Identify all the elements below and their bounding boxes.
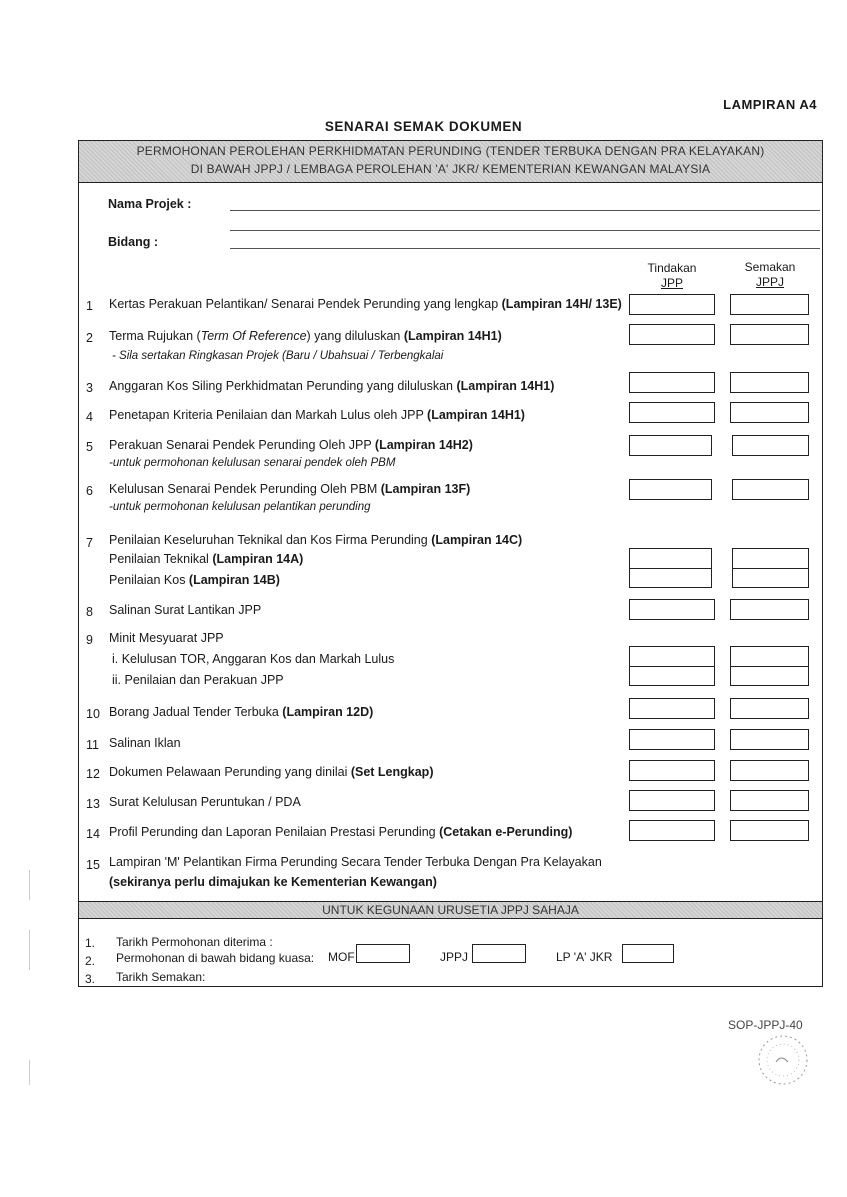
item-7	[109, 530, 522, 551]
column-tindakan-label: Tindakan	[647, 261, 697, 275]
item-5-ref: (Lampiran 14H2)	[374, 438, 473, 452]
jppj-checkbox[interactable]	[472, 944, 526, 963]
item-14-ref: (Cetakan e-Perunding)	[439, 825, 573, 839]
item-10	[109, 702, 373, 723]
item-9-text: Minit Mesyuarat JPP	[109, 631, 224, 645]
item-15-ref: (sekiranya perlu dimajukan ke Kementerian Kewangan)	[109, 875, 437, 889]
item-3-semakan-box[interactable]	[730, 372, 809, 393]
item-10-text: Borang Jadual Tender Terbuka	[109, 705, 283, 719]
footer-3-number: 3.	[85, 972, 96, 986]
item-7-ref: (Lampiran 14C)	[431, 533, 523, 547]
bidang-kuasa-label: Permohonan di bawah bidang kuasa:	[116, 951, 315, 965]
column-semakan-label: Semakan	[744, 260, 796, 274]
item-7-number: 7	[86, 536, 93, 550]
item-6-text: Kelulusan Senarai Pendek Perunding Oleh PBM	[109, 482, 381, 496]
item-7-semakan-box[interactable]	[732, 548, 809, 588]
item-5-note: -untuk permohonan kelulusan senarai pendek oleh PBM	[109, 457, 396, 469]
item-15-text: Lampiran 'M' Pelantikan Firma Perunding Secara Tender Terbuka Dengan Pra Kelayakan	[109, 855, 602, 869]
item-9-number: 9	[86, 633, 93, 647]
mof-checkbox[interactable]	[356, 944, 410, 963]
item-7-sub-1-text: Penilaian Teknikal	[109, 552, 213, 566]
item-2-ref: (Lampiran 14H1)	[403, 329, 502, 343]
item-7-sub-1	[109, 549, 303, 570]
item-14-semakan-box[interactable]	[730, 820, 809, 841]
header-line-2: DI BAWAH JPPJ / LEMBAGA PEROLEHAN 'A' JKR/ KEMENTERIAN KEWANGAN MALAYSIA	[190, 162, 711, 176]
item-5-text: Perakuan Senarai Pendek Perunding Oleh JPP	[109, 438, 375, 452]
item-11-number: 11	[86, 738, 99, 752]
item-6-tindakan-box[interactable]	[629, 479, 712, 500]
item-1-text: Kertas Perakuan Pelantikan/ Senarai Pendek Perunding yang lengkap	[109, 297, 502, 311]
column-tindakan-sub: JPP	[660, 276, 683, 290]
item-2-text: Terma Rujukan (	[109, 329, 201, 343]
scan-margin-mark	[29, 870, 34, 900]
item-7-text: Penilaian Keseluruhan Teknikal dan Kos Firma Perunding	[109, 533, 432, 547]
item-14-tindakan-box[interactable]	[629, 820, 715, 841]
column-semakan-sub: JPPJ	[755, 275, 784, 289]
item-14	[109, 822, 572, 843]
header-line-1: PERMOHONAN PEROLEHAN PERKHIDMATAN PERUNDING (TENDER TERBUKA DENGAN PRA KELAYAKAN)	[136, 144, 765, 158]
item-7-sub-2	[109, 570, 280, 591]
jppj-label: JPPJ	[440, 950, 469, 964]
nama-projek-label: Nama Projek :	[108, 197, 192, 211]
item-4-semakan-box[interactable]	[730, 402, 809, 423]
item-14-text: Profil Perunding dan Laporan Penilaian Prestasi Perunding	[109, 825, 440, 839]
item-9-sub-1: i. Kelulusan TOR, Anggaran Kos dan Markah Lulus	[112, 652, 395, 666]
item-2-text-2: ) yang diluluskan	[306, 329, 404, 343]
item-5-number: 5	[86, 440, 93, 454]
item-12-semakan-box[interactable]	[730, 760, 809, 781]
item-4-text: Penetapan Kriteria Penilaian dan Markah Lulus oleh JPP	[109, 408, 428, 422]
item-3-text: Anggaran Kos Siling Perkhidmatan Perunding yang diluluskan	[109, 379, 457, 393]
footer-band	[79, 901, 822, 919]
item-7-tindakan-box[interactable]	[629, 548, 712, 588]
item-7-sub-2-text: Penilaian Kos	[109, 573, 189, 587]
item-9-sub-2: ii. Penilaian dan Perakuan JPP	[112, 673, 284, 687]
nama-projek-line[interactable]	[230, 210, 820, 211]
item-2	[109, 326, 502, 347]
item-6-number: 6	[86, 484, 93, 498]
item-3	[109, 376, 554, 397]
item-2-italic: Term Of Reference	[200, 329, 307, 343]
tarikh-semakan-label: Tarikh Semakan:	[116, 970, 206, 984]
mof-label: MOF	[328, 950, 355, 964]
lp-a-jkr-label: LP 'A' JKR	[556, 950, 613, 964]
footer-title: UNTUK KEGUNAAN URUSETIA JPPJ SAHAJA	[322, 903, 579, 917]
header-band	[79, 141, 822, 183]
item-12-text: Dokumen Pelawaan Perunding yang dinilai	[109, 765, 351, 779]
item-1	[109, 294, 622, 315]
item-4-number: 4	[86, 410, 93, 424]
bidang-label: Bidang :	[108, 235, 158, 249]
item-12-number: 12	[86, 767, 100, 781]
footer-2-number: 2.	[85, 954, 96, 968]
item-7-sub-1-ref: (Lampiran 14A)	[212, 552, 304, 566]
item-12-ref: (Set Lengkap)	[350, 765, 434, 779]
item-2-number: 2	[86, 331, 93, 345]
item-1-number: 1	[86, 299, 93, 313]
item-13-tindakan-box[interactable]	[629, 790, 715, 811]
item-9-semakan-box[interactable]	[730, 646, 809, 686]
document-code: SOP-JPPJ-40	[728, 1018, 803, 1032]
item-13-semakan-box[interactable]	[730, 790, 809, 811]
bidang-line[interactable]	[230, 248, 820, 249]
item-11-tindakan-box[interactable]	[629, 729, 715, 750]
item-11-semakan-box[interactable]	[730, 729, 809, 750]
item-2-note: - Sila sertakan Ringkasan Projek (Baru / Ubahsuai / Terbengkalai	[112, 350, 444, 362]
item-5-tindakan-box[interactable]	[629, 435, 712, 456]
item-8-number: 8	[86, 605, 93, 619]
item-4	[109, 405, 525, 426]
item-13-text: Surat Kelulusan Peruntukan / PDA	[109, 795, 301, 809]
item-6-note: -untuk permohonan kelulusan pelantikan perunding	[109, 501, 371, 513]
item-6-semakan-box[interactable]	[732, 479, 809, 500]
item-1-tindakan-box[interactable]	[629, 294, 715, 315]
item-8-semakan-box[interactable]	[730, 599, 809, 620]
item-10-ref: (Lampiran 12D)	[282, 705, 374, 719]
item-8-tindakan-box[interactable]	[629, 599, 715, 620]
item-4-tindakan-box[interactable]	[629, 402, 715, 423]
appendix-label: LAMPIRAN A4	[723, 97, 817, 112]
item-4-ref: (Lampiran 14H1)	[427, 408, 525, 422]
stamp-mark	[738, 1030, 828, 1090]
item-8-text: Salinan Surat Lantikan JPP	[109, 603, 262, 617]
item-3-number: 3	[86, 381, 93, 395]
item-10-number: 10	[86, 707, 100, 721]
item-15-number: 15	[86, 858, 100, 872]
item-10-semakan-box[interactable]	[730, 698, 809, 719]
item-2-tindakan-box[interactable]	[629, 324, 715, 345]
item-7-sub-2-ref: (Lampiran 14B)	[188, 573, 280, 587]
column-tindakan	[630, 261, 714, 291]
column-semakan	[728, 260, 812, 290]
item-1-semakan-box[interactable]	[730, 294, 809, 315]
item-1-ref: (Lampiran 14H/ 13E)	[501, 297, 622, 311]
footer-1-number: 1.	[85, 936, 96, 950]
item-9-tindakan-box[interactable]	[629, 646, 715, 686]
lp-a-jkr-checkbox[interactable]	[622, 944, 674, 963]
item-3-ref: (Lampiran 14H1)	[456, 379, 555, 393]
item-3-tindakan-box[interactable]	[629, 372, 715, 393]
item-13-number: 13	[86, 797, 100, 811]
item-5-semakan-box[interactable]	[732, 435, 809, 456]
scan-margin-mark	[29, 1060, 34, 1085]
item-14-number: 14	[86, 827, 100, 841]
item-11-text: Salinan Iklan	[109, 736, 181, 750]
item-2-semakan-box[interactable]	[730, 324, 809, 345]
item-12	[109, 762, 433, 783]
item-10-tindakan-box[interactable]	[629, 698, 715, 719]
tarikh-permohonan-label: Tarikh Permohonan diterima :	[116, 935, 273, 949]
scan-margin-mark	[29, 930, 34, 970]
page-title: SENARAI SEMAK DOKUMEN	[324, 119, 523, 134]
nama-projek-line-2[interactable]	[230, 230, 820, 231]
item-12-tindakan-box[interactable]	[629, 760, 715, 781]
item-6-ref: (Lampiran 13F)	[380, 482, 471, 496]
